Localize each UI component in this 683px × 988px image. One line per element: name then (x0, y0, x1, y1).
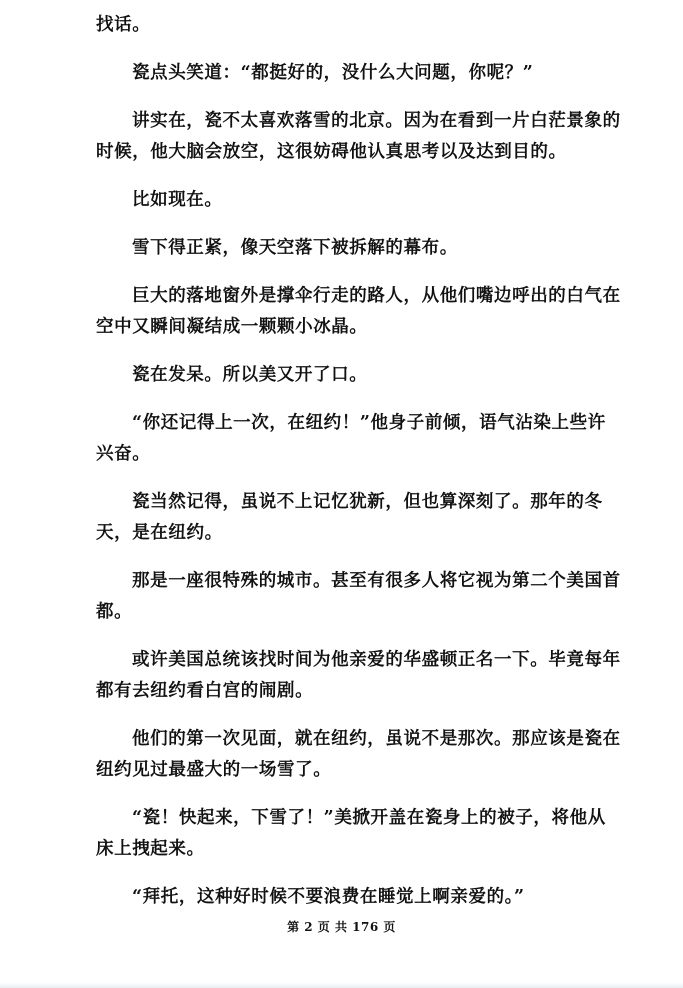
paragraph: 那是一座很特殊的城市。甚至有很多人将它视为第二个美国首都。 (96, 571, 621, 622)
paragraph: “你还记得上一次，在纽约！”他身子前倾，语气沾染上些许兴奋。 (96, 413, 606, 464)
paragraph: 比如现在。 (132, 190, 223, 210)
page-number-footer: 第 2 页 共 176 页 (287, 920, 396, 934)
paragraph: 找话。 (96, 15, 151, 35)
paragraph: 雪下得正紧，像天空落下被拆解的幕布。 (132, 238, 458, 258)
paragraph: 瓷点头笑道：“都挺好的，没什么大问题，你呢？” (132, 63, 534, 83)
paragraph: 他们的第一次见面，就在纽约，虽说不是那次。那应该是瓷在纽约见过最盛大的一场雪了。 (96, 729, 621, 780)
page-bottom-edge (0, 982, 683, 988)
paragraph: 瓷在发呆。所以美又开了口。 (132, 365, 368, 385)
paragraph: “瓷！快起来，下雪了！”美掀开盖在瓷身上的被子，将他从床上拽起来。 (96, 808, 606, 859)
paragraph: “拜托，这种好时候不要浪费在睡觉上啊亲爱的。” (132, 887, 525, 907)
document-body (96, 10, 621, 930)
paragraph: 巨大的落地窗外是撑伞行走的路人，从他们嘴边呼出的白气在空中又瞬间凝结成一颗颗小冰晶。 (96, 286, 621, 337)
paragraph: 讲实在，瓷不太喜欢落雪的北京。因为在看到一片白茫景象的时候，他大脑会放空，这很妨碍他认真思考以及达到目的。 (96, 111, 621, 162)
paragraph: 瓷当然记得，虽说不上记忆犹新，但也算深刻了。那年的冬天，是在纽约。 (96, 492, 603, 543)
paragraph: 或许美国总统该找时间为他亲爱的华盛顿正名一下。毕竟每年都有去纽约看白宫的闹剧。 (96, 650, 621, 701)
